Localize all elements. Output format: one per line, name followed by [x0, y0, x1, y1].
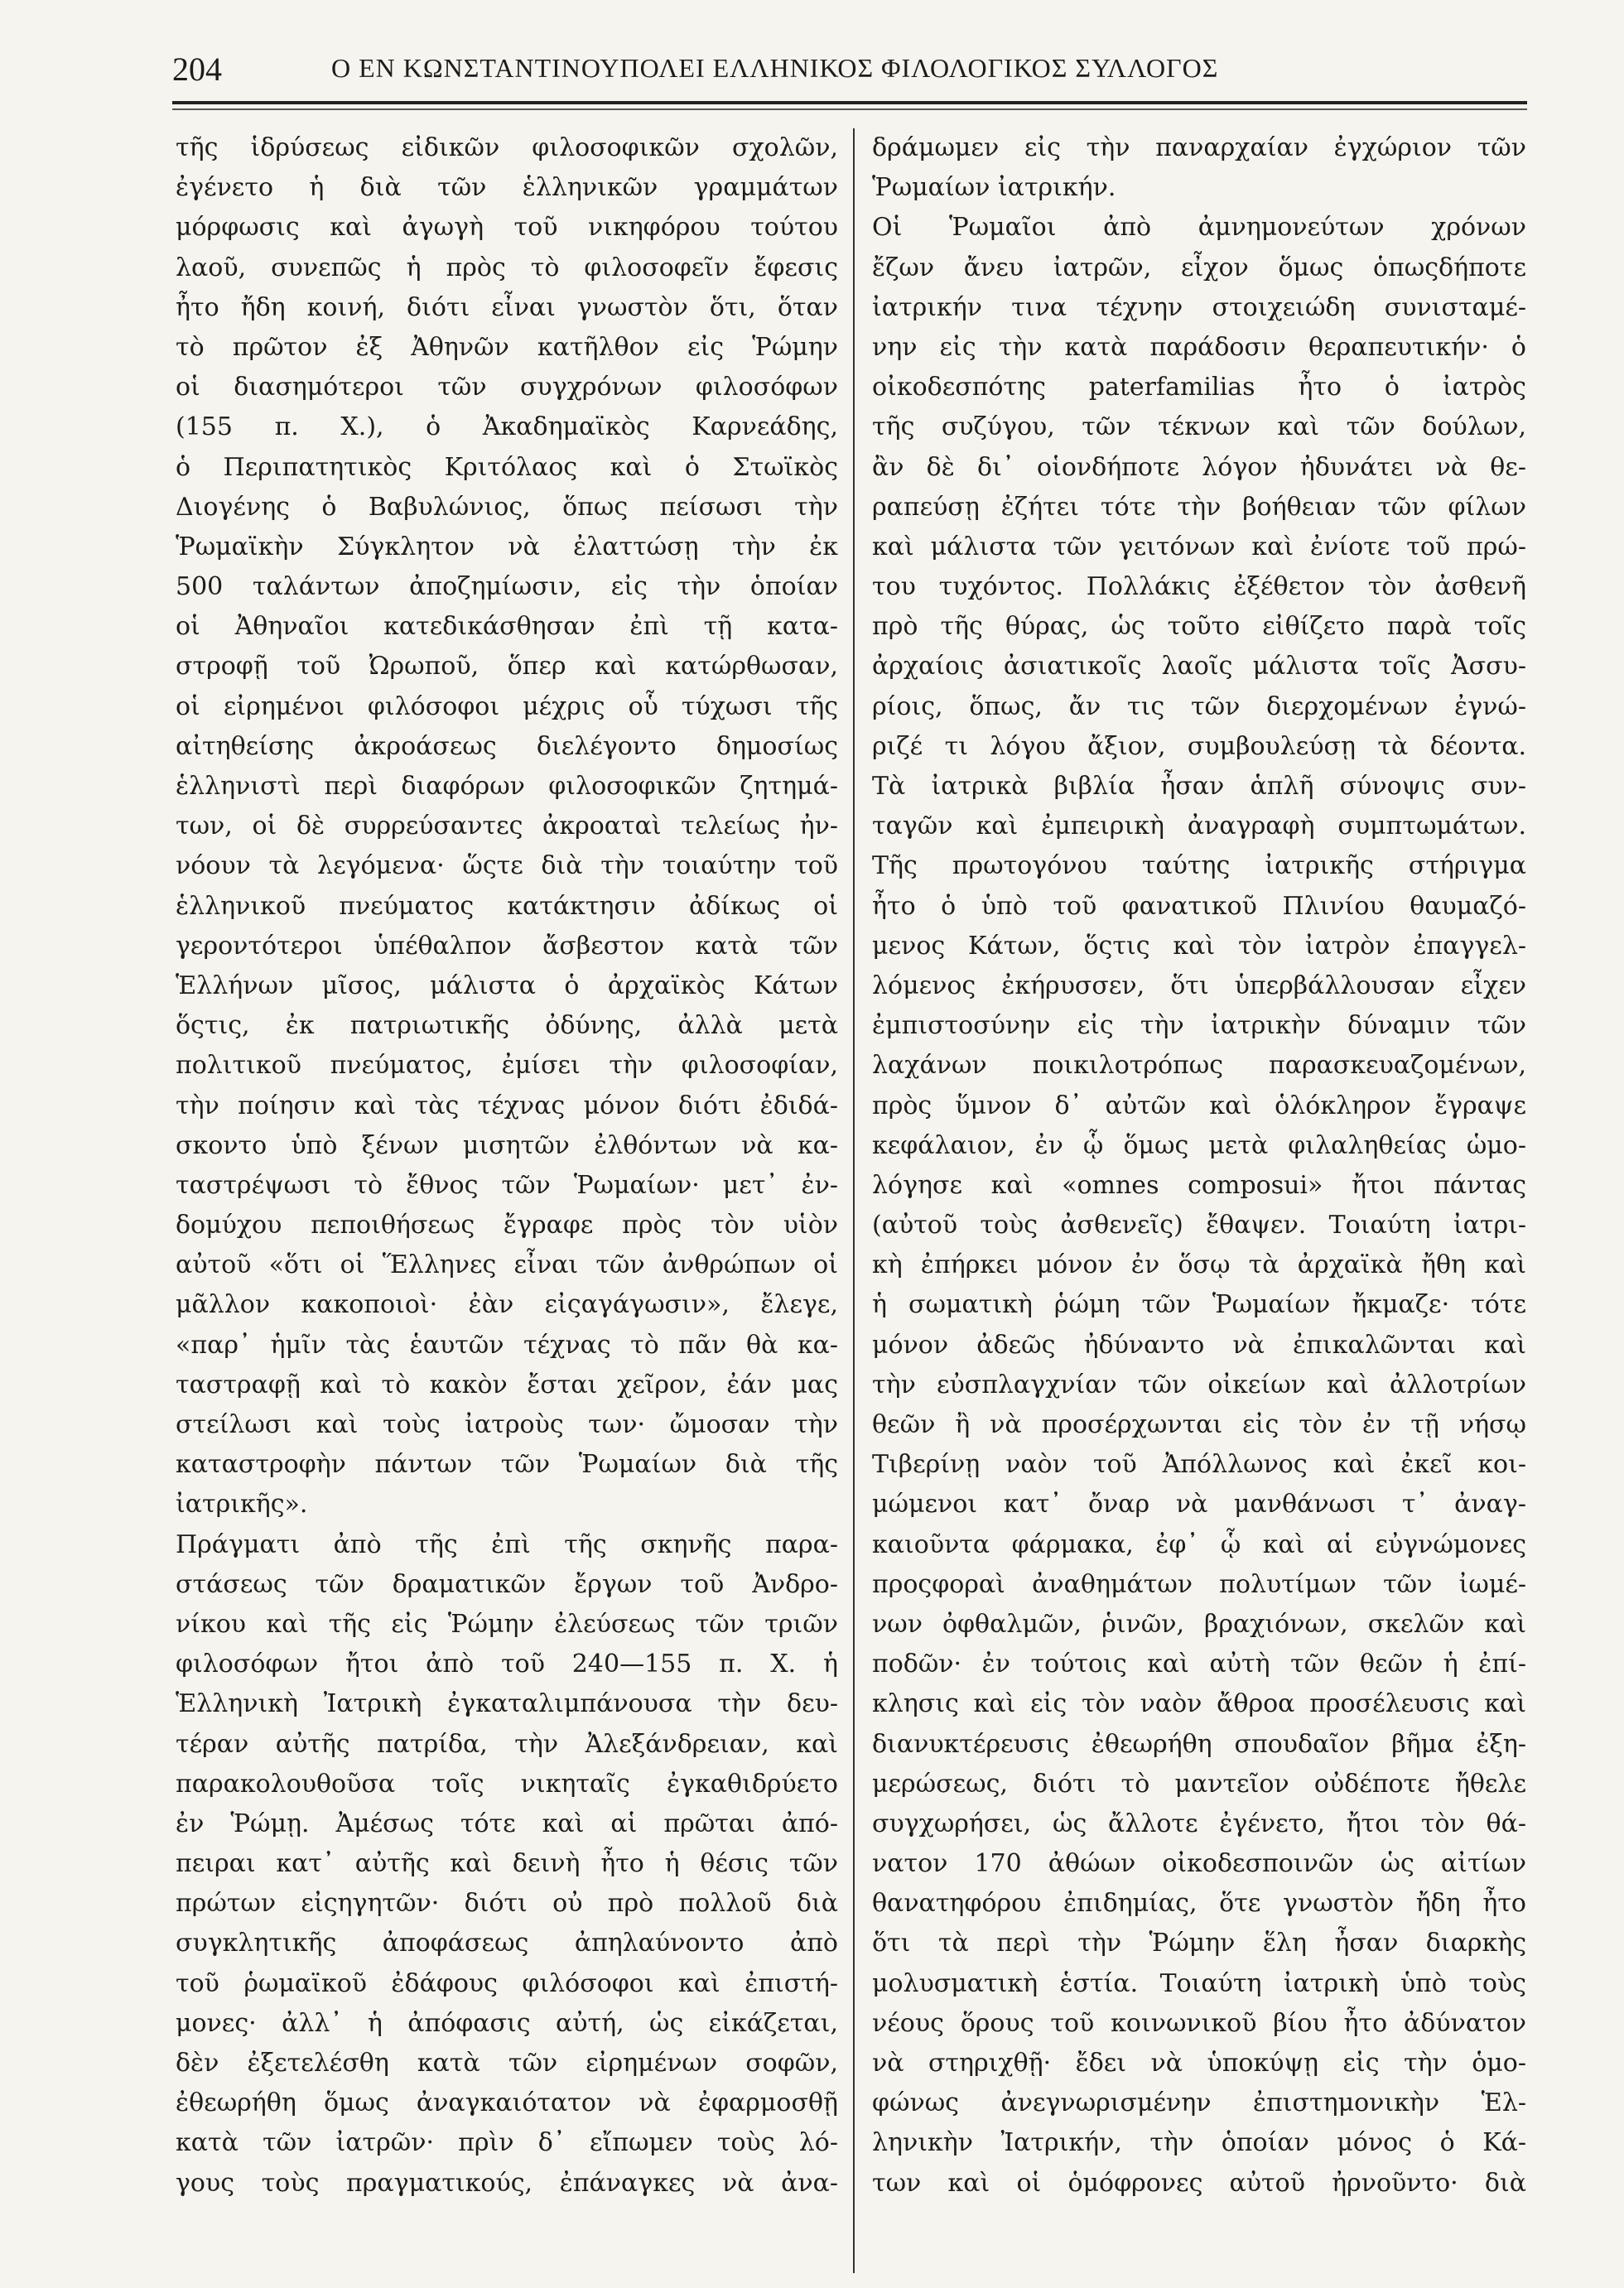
- text-line: προςφοραὶ ἀναθημάτων πολυτίμων τῶν ἰωμέ-: [872, 1569, 1526, 1599]
- text-line: οἱ διασημότεροι τῶν συγχρόνων φιλοσόφων: [176, 373, 838, 402]
- text-line: ταγῶν καὶ ἐμπειρικὴ ἀναγραφὴ συμπτωμάτων.: [872, 812, 1526, 841]
- text-line: νατον 170 ἀθώων οἰκοδεσποινῶν ὡς αἰτίων: [872, 1849, 1526, 1879]
- text-line: παρακολουθοῦσα τοῖς νικηταῖς ἐγκαθιδρύετο: [176, 1769, 838, 1799]
- text-line: φιλοσόφων ἤτοι ἀπὸ τοῦ 240—155 π. Χ. ἡ: [176, 1650, 838, 1679]
- text-line: μολυσματικὴ ἑστία. Τοιαύτη ἰατρικὴ ὑπὸ τοὺς: [872, 1968, 1526, 1998]
- text-line: Ἑλληνικὴ Ἰατρικὴ ἐγκαταλιμπάνουσα τὴν δευ-: [176, 1689, 838, 1719]
- text-line: Ῥωμαϊκὴν Σύγκλητον νὰ ἐλαττώσῃ τὴν ἐκ: [176, 532, 838, 561]
- text-line: πρὸ τῆς θύρας, ὡς τοῦτο εἰθίζετο παρὰ τοῖς: [872, 612, 1526, 642]
- text-line: ἡ σωματικὴ ῥώμη τῶν Ῥωμαίων ἤκμαζε· τότε: [872, 1290, 1526, 1320]
- text-line: των καὶ οἱ ὁμόφρονες αὐτοῦ ἠρνοῦντο· διὰ: [872, 2168, 1526, 2198]
- text-line: ἀρχαίοις ἀσιατικοῖς λαοῖς μάλιστα τοῖς Ἀσσυ-: [872, 652, 1526, 682]
- text-line: «παρ᾽ ἡμῖν τὰς ἑαυτῶν τέχνας τὸ πᾶν θὰ κα-: [176, 1330, 838, 1360]
- column-divider: [853, 128, 855, 2273]
- text-line: (αὐτοῦ τοὺς ἀσθενεῖς) ἔθαψεν. Τοιαύτη ἰατρι-: [872, 1211, 1526, 1240]
- text-line: Διογένης ὁ Βαβυλώνιος, ὅπως πείσωσι τὴν: [176, 492, 838, 522]
- text-line: τέραν αὐτῆς πατρίδα, τὴν Ἀλεξάνδρειαν, καὶ: [176, 1729, 838, 1759]
- text-line: μονες· ἀλλ᾽ ἡ ἀπόφασις αὐτή, ὡς εἰκάζεται,: [176, 2008, 838, 2038]
- text-line: ἐν Ῥώμῃ. Ἀμέσως τότε καὶ αἱ πρῶται ἀπό-: [176, 1809, 838, 1838]
- text-line: δράμωμεν εἰς τὴν παναρχαίαν ἐγχώριον τῶν: [872, 133, 1526, 162]
- text-line: ἂν δὲ δι᾽ οἱονδήποτε λόγον ἠδυνάτει νὰ θε-: [872, 452, 1526, 482]
- text-line: τὴν εὐσπλαγχνίαν τῶν οἰκείων καὶ ἀλλοτρίων: [872, 1370, 1526, 1399]
- text-line: δὲν ἐξετελέσθη κατὰ τῶν εἰρημένων σοφῶν,: [176, 2049, 838, 2078]
- text-line: φώνως ἀνεγνωρισμένην ἐπιστημονικὴν Ἑλ-: [872, 2088, 1526, 2118]
- text-line: νίκου καὶ τῆς εἰς Ῥώμην ἐλεύσεως τῶν τριῶν: [176, 1609, 838, 1639]
- text-line: αὐτοῦ «ὅτι οἱ Ἕλληνες εἶναι τῶν ἀνθρώπων οἱ: [176, 1250, 838, 1280]
- text-line: ταστρέψωσι τὸ ἔθνος τῶν Ῥωμαίων· μετ᾽ ἐν-: [176, 1170, 838, 1200]
- text-line: ραπεύσῃ ἐζήτει τότε τὴν βοήθειαν τῶν φίλων: [872, 492, 1526, 522]
- text-line: θεῶν ἢ νὰ προσέρχωνται εἰς τὸν ἐν τῇ νήσῳ: [872, 1410, 1526, 1439]
- text-line: κλησις καὶ εἰς τὸν ναὸν ἄθροα προσέλευσις καὶ: [872, 1689, 1526, 1719]
- text-line: τὴν ποίησιν καὶ τὰς τέχνας μόνον διότι ἐδιδά-: [176, 1091, 838, 1120]
- text-line: (155 π. Χ.), ὁ Ἀκαδημαϊκὸς Καρνεάδης,: [176, 412, 838, 442]
- text-line: κὴ ἐπήρκει μόνον ἐν ὅσῳ τὰ ἀρχαϊκὰ ἤθη καὶ: [872, 1250, 1526, 1280]
- text-line: κατὰ τῶν ἰατρῶν· πρὶν δ᾽ εἴπωμεν τοὺς λό-: [176, 2128, 838, 2158]
- text-line: ἔζων ἄνευ ἰατρῶν, εἶχον ὅμως ὁπωςδήποτε: [872, 253, 1526, 282]
- text-line: Οἱ Ῥωμαῖοι ἀπὸ ἀμνημονεύτων χρόνων: [872, 213, 1526, 243]
- text-line: ἦτο ἤδη κοινή, διότι εἶναι γνωστὸν ὅτι, ὅταν: [176, 292, 838, 322]
- header-rule: [172, 101, 1527, 104]
- page-number: 204: [172, 51, 222, 88]
- text-line: μόνον ἀδεῶς ἠδύναντο νὰ ἐπικαλῶνται καὶ: [872, 1330, 1526, 1360]
- text-line: μενος Κάτων, ὅςτις καὶ τὸν ἰατρὸν ἐπαγγελ-: [872, 931, 1526, 961]
- text-line: αἰτηθείσης ἀκροάσεως διελέγοντο δημοσίως: [176, 731, 838, 761]
- left-column: [176, 128, 838, 2204]
- text-line: ἑλληνιστὶ περὶ διαφόρων φιλοσοφικῶν ζητημά-: [176, 772, 838, 801]
- text-line: ὅςτις, ἐκ πατριωτικῆς ὀδύνης, ἀλλὰ μετὰ: [176, 1011, 838, 1041]
- text-line: θανατηφόρου ἐπιδημίας, ὅτε γνωστὸν ἤδη ἦτο: [872, 1889, 1526, 1919]
- text-line: διανυκτέρευσις ἐθεωρήθη σπουδαῖον βῆμα ἐξη-: [872, 1729, 1526, 1759]
- header-rule-thin: [172, 108, 1527, 110]
- text-line: ἑλληνικοῦ πνεύματος κατάκτησιν ἀδίκως οἱ: [176, 891, 838, 921]
- text-line: στείλωσι καὶ τοὺς ἰατροὺς των· ὤμοσαν τὴν: [176, 1410, 838, 1439]
- text-line: γους τοὺς πραγματικούς, ἐπάναγκες νὰ ἀνα-: [176, 2168, 838, 2198]
- text-line: ὅτι τὰ περὶ τὴν Ῥώμην ἕλη ἦσαν διαρκὴς: [872, 1929, 1526, 1958]
- text-line: δομύχου πεποιθήσεως ἔγραφε πρὸς τὸν υἱὸν: [176, 1211, 838, 1240]
- text-line: νέους ὅρους τοῦ κοινωνικοῦ βίου ἦτο ἀδύνατον: [872, 2008, 1526, 2038]
- text-line: τοῦ ῥωμαϊκοῦ ἐδάφους φιλόσοφοι καὶ ἐπιστή-: [176, 1968, 838, 1998]
- text-line: Τὰ ἰατρικὰ βιβλία ἦσαν ἁπλῆ σύνοψις συν-: [872, 772, 1526, 801]
- text-line: ἰατρικῆς».: [176, 1490, 308, 1520]
- text-line: οἰκοδεσπότης paterfamilias ἦτο ὁ ἰατρὸς: [872, 373, 1526, 402]
- text-line: νην εἰς τὴν κατὰ παράδοσιν θεραπευτικήν· ὁ: [872, 332, 1526, 362]
- text-line: πειραι κατ᾽ αὐτῆς καὶ δεινὴ ἦτο ἡ θέσις τῶν: [176, 1849, 838, 1879]
- text-line: μόρφωσις καὶ ἀγωγὴ τοῦ νικηφόρου τούτου: [176, 213, 838, 243]
- text-line: Πράγματι ἀπὸ τῆς ἐπὶ τῆς σκηνῆς παρα-: [176, 1529, 838, 1559]
- text-line: ριζέ τι λόγου ἄξιον, συμβουλεύσῃ τὰ δέοντα.: [872, 731, 1526, 761]
- text-line: κεφάλαιον, ἐν ᾧ ὅμως μετὰ φιλαληθείας ὡμο-: [872, 1130, 1526, 1160]
- text-line: ἰατρικήν τινα τέχνην στοιχειώδη συνισταμέ-: [872, 292, 1526, 322]
- text-line: ἐγένετο ἡ διὰ τῶν ἑλληνικῶν γραμμάτων: [176, 173, 838, 203]
- text-line: συγκλητικῆς ἀποφάσεως ἀπηλαύνοντο ἀπὸ: [176, 1929, 838, 1958]
- text-line: οἱ εἰρημένοι φιλόσοφοι μέχρις οὗ τύχωσι τῆς: [176, 691, 838, 721]
- text-line: Ῥωμαίων ἰατρικήν.: [872, 173, 1116, 203]
- text-line: λαχάνων ποικιλοτρόπως παρασκευαζομένων,: [872, 1051, 1526, 1081]
- text-line: πρὸς ὕμνον δ᾽ αὐτῶν καὶ ὁλόκληρον ἔγραψε: [872, 1091, 1526, 1120]
- text-line: νόουν τὰ λεγόμενα· ὥςτε διὰ τὴν τοιαύτην τοῦ: [176, 851, 838, 881]
- text-line: γεροντότεροι ὑπέθαλπον ἄσβεστον κατὰ τῶν: [176, 931, 838, 961]
- text-line: μώμενοι κατ᾽ ὄναρ νὰ μανθάνωσι τ᾽ ἀναγ-: [872, 1490, 1526, 1520]
- right-column: [872, 128, 1526, 2204]
- text-line: ἦτο ὁ ὑπὸ τοῦ φανατικοῦ Πλινίου θαυμαζό-: [872, 891, 1526, 921]
- text-line: λόμενος ἐκήρυσσεν, ὅτι ὑπερβάλλουσαν εἶχεν: [872, 971, 1526, 1000]
- text-line: των, οἱ δὲ συρρεύσαντες ἀκροαταὶ τελείως ἠν-: [176, 812, 838, 841]
- text-line: καταστροφὴν πάντων τῶν Ῥωμαίων διὰ τῆς: [176, 1450, 838, 1480]
- text-line: τῆς συζύγου, τῶν τέκνων καὶ τῶν δούλων,: [872, 412, 1526, 442]
- text-line: πολιτικοῦ πνεύματος, ἐμίσει τὴν φιλοσοφίαν,: [176, 1051, 838, 1081]
- text-line: ἐμπιστοσύνην εἰς τὴν ἰατρικὴν δύναμιν τῶν: [872, 1011, 1526, 1041]
- text-line: ἐθεωρήθη ὅμως ἀναγκαιότατον νὰ ἐφαρμοσθῇ: [176, 2088, 838, 2118]
- text-line: ποδῶν· ἐν τούτοις καὶ αὐτὴ τῶν θεῶν ἡ ἐπί-: [872, 1650, 1526, 1679]
- text-line: λόγησε καὶ «omnes composui» ἤτοι πάντας: [872, 1170, 1526, 1200]
- text-line: μερώσεως, διότι τὸ μαντεῖον οὐδέποτε ἤθελε: [872, 1769, 1526, 1799]
- text-line: Ἑλλήνων μῖσος, μάλιστα ὁ ἀρχαϊκὸς Κάτων: [176, 971, 838, 1000]
- text-line: ταστραφῇ καὶ τὸ κακὸν ἔσται χεῖρον, ἐάν μας: [176, 1370, 838, 1399]
- text-line: μᾶλλον κακοποιοὶ· ἐὰν εἰςαγάγωσιν», ἔλεγε,: [176, 1290, 838, 1320]
- text-line: στροφῇ τοῦ Ὠρωποῦ, ὅπερ καὶ κατώρθωσαν,: [176, 652, 838, 682]
- text-line: πρώτων εἰςηγητῶν· διότι οὐ πρὸ πολλοῦ διὰ: [176, 1889, 838, 1919]
- text-line: ὁ Περιπατητικὸς Κριτόλαος καὶ ὁ Στωϊκὸς: [176, 452, 838, 482]
- text-line: ρίοις, ὅπως, ἄν τις τῶν διερχομένων ἐγνώ-: [872, 691, 1526, 721]
- text-line: καιοῦντα φάρμακα, ἐφ᾽ ᾧ καὶ αἱ εὐγνώμονες: [872, 1529, 1526, 1559]
- text-line: τῆς ἱδρύσεως εἰδικῶν φιλοσοφικῶν σχολῶν,: [176, 133, 838, 162]
- text-line: συγχωρήσει, ὡς ἄλλοτε ἐγένετο, ἤτοι τὸν θά-: [872, 1809, 1526, 1838]
- text-line: Τῆς πρωτογόνου ταύτης ἰατρικῆς στήριγμα: [872, 851, 1526, 881]
- text-line: οἱ Ἀθηναῖοι κατεδικάσθησαν ἐπὶ τῇ κατα-: [176, 612, 838, 642]
- text-line: στάσεως τῶν δραματικῶν ἔργων τοῦ Ἀνδρο-: [176, 1569, 838, 1599]
- text-line: Τιβερίνῃ ναὸν τοῦ Ἀπόλλωνος καὶ ἐκεῖ κοι-: [872, 1450, 1526, 1480]
- text-line: καὶ μάλιστα τῶν γειτόνων καὶ ἐνίοτε τοῦ πρώ-: [872, 532, 1526, 561]
- text-line: του τυχόντος. Πολλάκις ἐξέθετον τὸν ἀσθενῆ: [872, 572, 1526, 602]
- text-line: ληνικὴν Ἰατρικήν, τὴν ὁποίαν μόνος ὁ Κά-: [872, 2128, 1526, 2158]
- text-line: λαοῦ, συνεπῶς ἡ πρὸς τὸ φιλοσοφεῖν ἔφεσις: [176, 253, 838, 282]
- text-line: σκοντο ὑπὸ ξένων μισητῶν ἐλθόντων νὰ κα-: [176, 1130, 838, 1160]
- text-line: νὰ στηριχθῇ· ἔδει νὰ ὑποκύψῃ εἰς τὴν ὁμο-: [872, 2049, 1526, 2078]
- running-head: Ο ΕΝ ΚΩΝΣΤΑΝΤΙΝΟΥΠΟΛΕΙ ΕΛΛΗΝΙΚΟΣ ΦΙΛΟΛΟΓΙΚΟΣ ΣΥΛΛΟΓΟΣ: [331, 53, 1219, 83]
- text-line: 500 ταλάντων ἀποζημίωσιν, εἰς τὴν ὁποίαν: [176, 572, 838, 602]
- text-line: νων ὀφθαλμῶν, ῥινῶν, βραχιόνων, σκελῶν καὶ: [872, 1609, 1526, 1639]
- text-line: τὸ πρῶτον ἐξ Ἀθηνῶν κατῆλθον εἰς Ῥώμην: [176, 332, 838, 362]
